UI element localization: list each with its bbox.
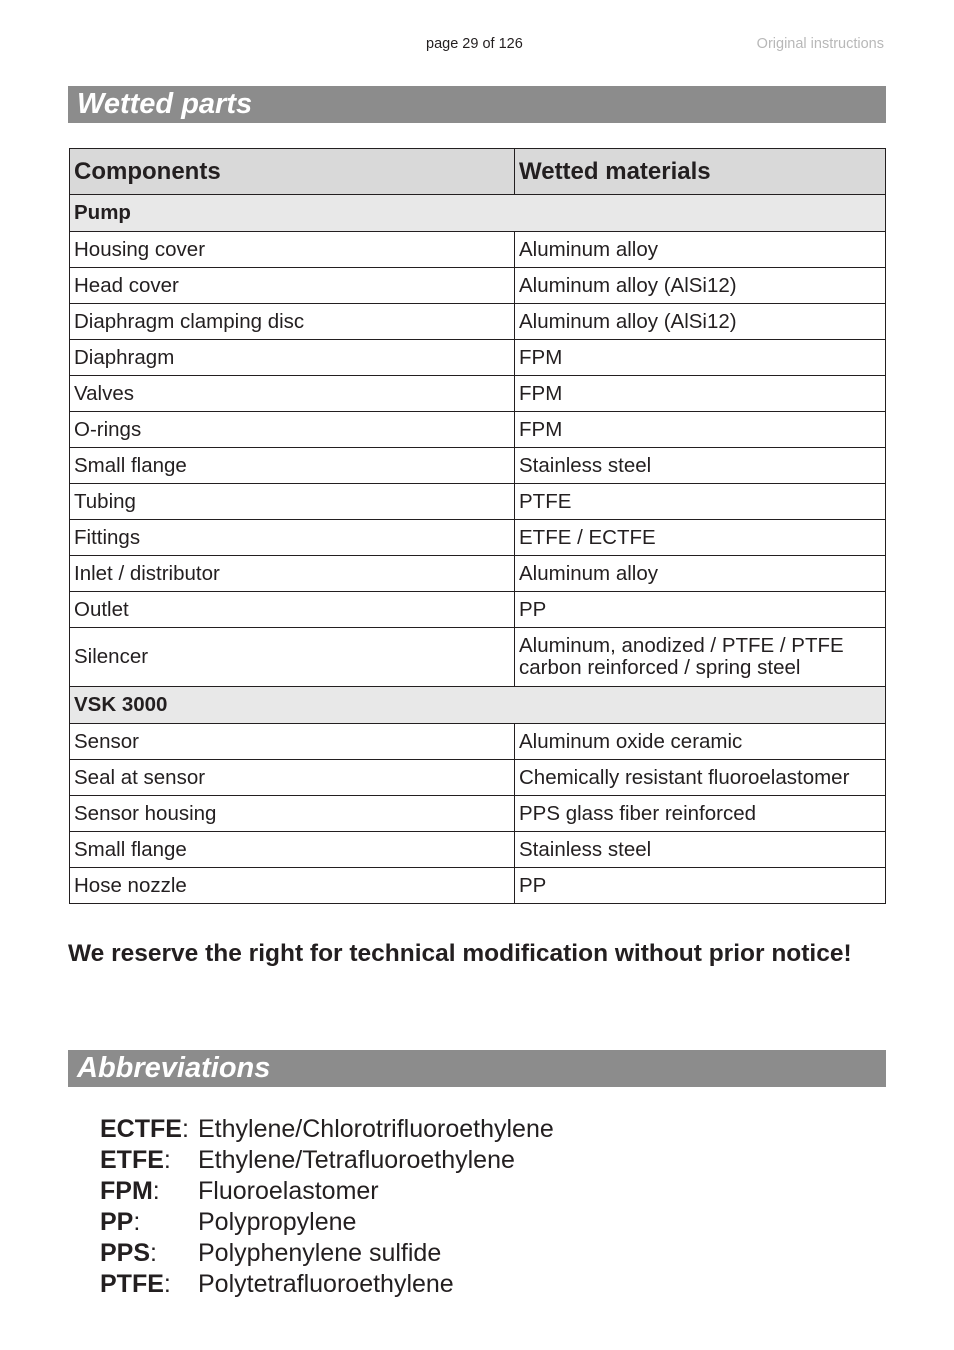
component-cell: Inlet / distributor <box>70 556 515 592</box>
abbreviation-definition: Polyphenylene sulfide <box>198 1239 442 1267</box>
component-cell: Outlet <box>70 592 515 628</box>
abbreviation-definition: Polypropylene <box>198 1208 357 1236</box>
component-cell: Diaphragm <box>70 340 515 376</box>
table-row <box>70 304 886 340</box>
material-cell: ETFE / ECTFE <box>515 520 886 556</box>
abbreviation-separator: : <box>163 1270 171 1298</box>
component-cell: Tubing <box>70 484 515 520</box>
abbreviation-item <box>100 1145 554 1176</box>
table-row <box>70 520 886 556</box>
table-row <box>70 724 886 760</box>
abbreviation-term: PPS <box>100 1239 151 1267</box>
component-cell: Sensor housing <box>70 796 515 832</box>
material-cell: Aluminum alloy (AlSi12) <box>515 268 886 304</box>
component-cell: Silencer <box>70 628 515 687</box>
component-cell: Hose nozzle <box>70 868 515 904</box>
table-row <box>70 832 886 868</box>
table-row <box>70 556 886 592</box>
component-cell: Small flange <box>70 832 515 868</box>
abbreviation-item <box>100 1114 554 1145</box>
table-row <box>70 796 886 832</box>
component-cell: Diaphragm clamping disc <box>70 304 515 340</box>
abbreviation-definition: Ethylene/Chlorotrifluoroethylene <box>198 1115 554 1143</box>
material-cell: Aluminum alloy <box>515 556 886 592</box>
group-row-pump <box>70 195 886 232</box>
table-row <box>70 760 886 796</box>
abbreviation-term: PTFE <box>100 1270 164 1298</box>
abbreviation-term: FPM <box>100 1177 153 1205</box>
table-row <box>70 592 886 628</box>
table-row <box>70 484 886 520</box>
material-cell: Aluminum alloy <box>515 232 886 268</box>
abbreviation-separator: : <box>181 1115 189 1143</box>
table-row <box>70 868 886 904</box>
component-cell: Sensor <box>70 724 515 760</box>
component-cell: O-rings <box>70 412 515 448</box>
material-cell: FPM <box>515 340 886 376</box>
component-cell: Valves <box>70 376 515 412</box>
abbreviation-term: ECTFE <box>100 1115 182 1143</box>
component-cell: Small flange <box>70 448 515 484</box>
component-cell: Seal at sensor <box>70 760 515 796</box>
abbreviation-separator: : <box>150 1239 157 1267</box>
material-cell: Aluminum oxide ceramic <box>515 724 886 760</box>
material-cell: PPS glass fiber reinforced <box>515 796 886 832</box>
abbreviation-item <box>100 1207 554 1238</box>
abbreviations-heading: Abbreviations <box>68 1050 886 1087</box>
component-cell: Housing cover <box>70 232 515 268</box>
material-cell: PP <box>515 868 886 904</box>
group-row-vsk-3000 <box>70 687 886 724</box>
abbreviation-separator: : <box>163 1146 171 1174</box>
material-line: carbon reinforced / spring steel <box>519 656 801 679</box>
table-row <box>70 268 886 304</box>
table-row <box>70 628 886 687</box>
group-label: VSK 3000 <box>70 687 886 724</box>
table-header-row <box>70 149 886 195</box>
material-cell <box>515 628 886 687</box>
abbreviation-term: PP <box>100 1208 134 1236</box>
component-cell: Fittings <box>70 520 515 556</box>
abbreviation-item <box>100 1238 554 1269</box>
component-cell: Head cover <box>70 268 515 304</box>
table-row <box>70 340 886 376</box>
material-cell: PP <box>515 592 886 628</box>
material-cell: PTFE <box>515 484 886 520</box>
abbreviation-definition: Polytetrafluoroethylene <box>198 1270 454 1298</box>
column-header-components: Components <box>70 149 515 195</box>
material-cell: Chemically resistant fluoroelastomer <box>515 760 886 796</box>
wetted-parts-table <box>69 148 886 904</box>
abbreviations-list <box>100 1114 554 1300</box>
material-cell: FPM <box>515 412 886 448</box>
abbreviation-definition: Ethylene/Tetrafluoroethylene <box>198 1146 515 1174</box>
technical-modification-notice: We reserve the right for technical modification without prior notice! <box>68 940 852 967</box>
abbreviation-separator: : <box>152 1177 160 1205</box>
material-cell: Aluminum alloy (AlSi12) <box>515 304 886 340</box>
abbreviation-item <box>100 1269 554 1300</box>
abbreviation-item <box>100 1176 554 1207</box>
abbreviation-separator: : <box>133 1208 141 1236</box>
material-line: Aluminum, anodized / PTFE / PTFE <box>519 634 844 657</box>
wetted-parts-heading: Wetted parts <box>68 86 886 123</box>
material-cell: Stainless steel <box>515 832 886 868</box>
table-row <box>70 376 886 412</box>
table-row <box>70 232 886 268</box>
column-header-wetted-materials: Wetted materials <box>515 149 886 195</box>
original-instructions-label: Original instructions <box>756 36 884 52</box>
material-cell: FPM <box>515 376 886 412</box>
material-cell: Stainless steel <box>515 448 886 484</box>
page-number: page 29 of 126 <box>426 36 523 52</box>
table-row <box>70 448 886 484</box>
group-label: Pump <box>70 195 886 232</box>
abbreviation-definition: Fluoroelastomer <box>198 1177 379 1205</box>
abbreviation-term: ETFE <box>100 1146 164 1174</box>
table-row <box>70 412 886 448</box>
